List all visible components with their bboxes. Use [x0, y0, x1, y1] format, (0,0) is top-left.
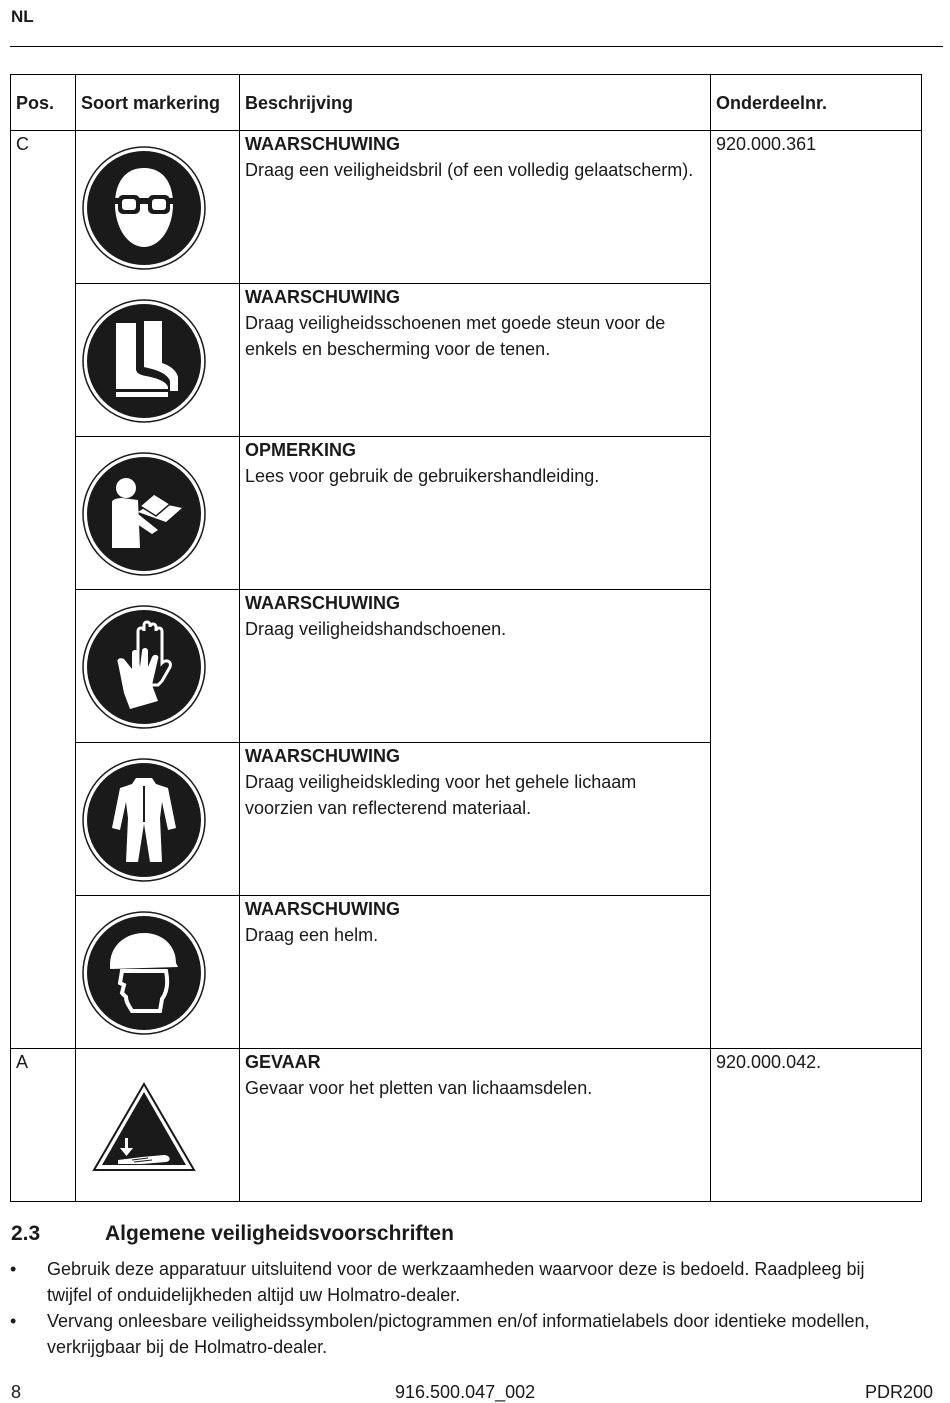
description-text: Lees voor gebruik de gebruikershandleiding.: [245, 466, 600, 486]
helmet-icon: [82, 911, 206, 1035]
protective-clothing-icon: [82, 758, 206, 882]
list-item: [10, 1256, 910, 1308]
description-cell: [240, 437, 711, 590]
symbol-cell: [76, 1049, 240, 1202]
list-item-text: Vervang onleesbare veiligheidssymbolen/pictogrammen en/of informatielabels door identieke modellen, verkrijgbaar bij de Holmatro-dealer.: [47, 1311, 870, 1357]
table-row: [11, 131, 922, 284]
list-item: [10, 1308, 910, 1360]
read-manual-icon: [82, 452, 206, 576]
safety-gloves-icon: [82, 605, 206, 729]
description-text: Draag veiligheidsschoenen met goede steun voor de enkels en bescherming voor de tenen.: [245, 313, 666, 359]
part-number-cell: 920.000.042.: [711, 1049, 922, 1202]
col-header-part: Onderdeelnr.: [711, 75, 922, 131]
signal-word: WAARSCHUWING: [245, 746, 400, 766]
description-cell: [240, 743, 711, 896]
symbol-cell: [76, 896, 240, 1049]
description-text: Draag een veiligheidsbril (of een volledig gelaatscherm).: [245, 160, 694, 180]
description-text: Draag veiligheidshandschoenen.: [245, 619, 507, 639]
description-cell: [240, 896, 711, 1049]
signal-word: WAARSCHUWING: [245, 287, 400, 307]
description-cell: [240, 590, 711, 743]
signal-word: WAARSCHUWING: [245, 593, 400, 613]
description-cell: [240, 284, 711, 437]
header-divider: [10, 46, 943, 47]
pos-cell: C: [11, 131, 76, 1049]
description-text: Gevaar voor het pletten van lichaamsdelen.: [245, 1078, 593, 1098]
rules-list: [10, 1256, 910, 1360]
footer-page-number: 8: [11, 1382, 22, 1402]
col-header-desc: Beschrijving: [240, 75, 711, 131]
symbol-cell: [76, 590, 240, 743]
section-heading: [11, 1222, 454, 1246]
bullet: •: [10, 1259, 17, 1279]
description-text: Draag veiligheidskleding voor het gehele lichaam voorzien van reflecterend materiaal.: [245, 772, 637, 818]
col-header-pos: Pos.: [11, 75, 76, 131]
safety-boots-icon: [82, 299, 206, 423]
description-cell: [240, 1049, 711, 1202]
footer-document-number: 916.500.047_002: [395, 1382, 536, 1402]
safety-markings-table: [10, 74, 922, 1202]
symbol-cell: [76, 131, 240, 284]
footer-model: PDR200: [865, 1382, 934, 1402]
signal-word: WAARSCHUWING: [245, 899, 400, 919]
symbol-cell: [76, 437, 240, 590]
symbol-cell: [76, 284, 240, 437]
crush-hazard-icon: [82, 1064, 206, 1188]
table-header-row: [11, 75, 922, 131]
section-title: Algemene veiligheidsvoorschriften: [105, 1222, 454, 1245]
section-number: 2.3: [11, 1222, 41, 1245]
description-text: Draag een helm.: [245, 925, 379, 945]
list-item-text: Gebruik deze apparatuur uitsluitend voor de werkzaamheden waarvoor deze is bedoeld. Raadpleeg bij twijfel of onduidelijkheden altijd uw Holmatro-dealer.: [47, 1259, 865, 1305]
pos-cell: A: [11, 1049, 76, 1202]
col-header-mark: Soort markering: [76, 75, 240, 131]
description-cell: [240, 131, 711, 284]
signal-word: OPMERKING: [245, 440, 357, 460]
safety-goggles-icon: [82, 146, 206, 270]
part-number-cell: 920.000.361: [711, 131, 922, 1049]
signal-word: WAARSCHUWING: [245, 134, 400, 154]
signal-word: GEVAAR: [245, 1052, 321, 1072]
language-code: NL: [11, 7, 34, 26]
table-row: [11, 1049, 922, 1202]
symbol-cell: [76, 743, 240, 896]
bullet: •: [10, 1311, 17, 1331]
